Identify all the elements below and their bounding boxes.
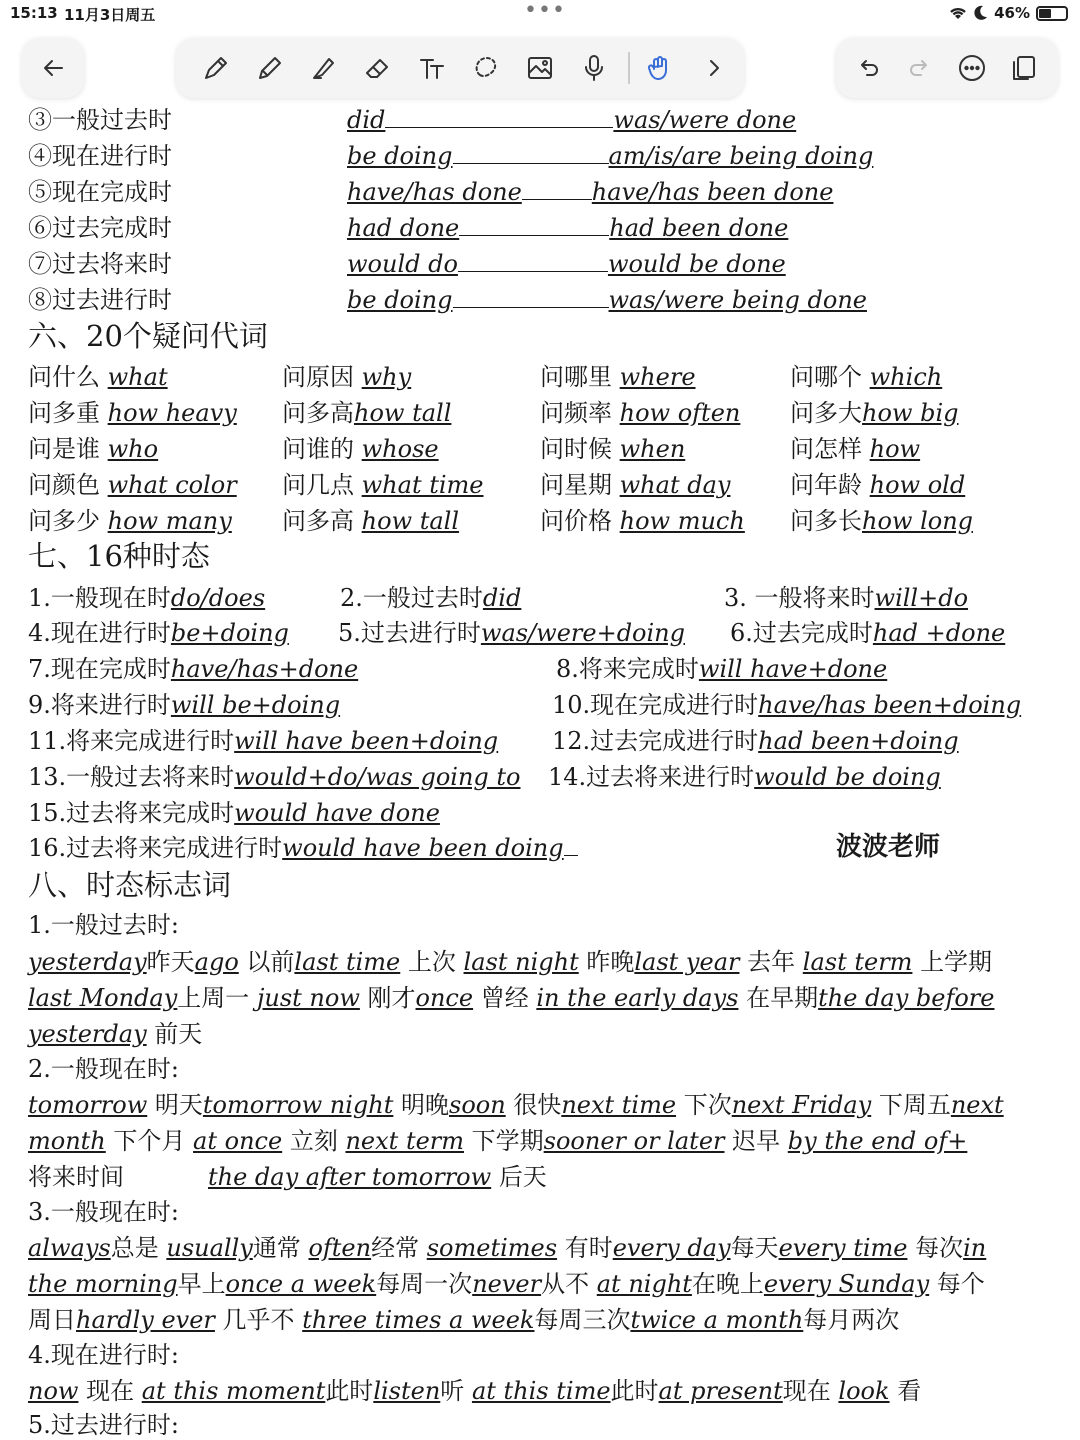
meaning: 每月两次 (803, 1306, 900, 1334)
meaning: 很快 (513, 1091, 562, 1119)
tense-form: will have been+doing (234, 727, 499, 755)
keyword: month (28, 1127, 106, 1155)
meaning: 每次 (915, 1234, 964, 1262)
keyword: at once (193, 1127, 283, 1155)
meaning: 从不 (541, 1270, 590, 1298)
tense-label: ⑥过去完成时 (28, 214, 172, 242)
qword-en: when (619, 435, 686, 463)
subheading: 3.一般现在时: (28, 1198, 179, 1226)
image-icon[interactable] (522, 50, 558, 86)
qword-cn: 问年龄 (790, 471, 862, 499)
tense-form: have/has+done (170, 655, 359, 683)
keyword: last time (294, 948, 401, 976)
keyword: always (28, 1234, 111, 1262)
keyword: never (472, 1270, 542, 1298)
tense-form: do/does (170, 584, 266, 612)
keyword: next term (345, 1127, 465, 1155)
status-date: 11月3日周五 (64, 6, 156, 24)
meaning: 现在 (782, 1377, 831, 1405)
qword-en: how tall (361, 507, 460, 535)
qword-en: whose (361, 435, 439, 463)
meaning: 在早期 (746, 984, 819, 1012)
qword-cn: 问星期 (540, 471, 612, 499)
meaning: 昨晚 (586, 948, 635, 976)
qword-cn: 问多长 (790, 507, 862, 535)
keyword: sooner or later (543, 1127, 725, 1155)
tense-name: 11.将来完成进行时 (28, 727, 235, 755)
note-page[interactable] (0, 100, 1080, 1440)
qword-en: how many (107, 507, 232, 535)
passive-form: was/were done (613, 106, 797, 134)
tense-name: 12.过去完成进行时 (552, 727, 759, 755)
tense-name: 7.现在完成时 (28, 655, 171, 683)
tense-label: ⑦过去将来时 (28, 250, 172, 278)
keyword: yesterday (28, 1020, 147, 1048)
tense-form: will have+done (698, 655, 888, 683)
keyword: next time (561, 1091, 677, 1119)
qword-cn: 问怎样 (790, 435, 862, 463)
qword-cn: 问多高 (282, 399, 354, 427)
tense-form: had +done (872, 619, 1006, 647)
meaning: 在晚上 (691, 1270, 764, 1298)
meaning: 迟早 (732, 1127, 781, 1155)
tense-form: would have been doing (282, 834, 564, 862)
keyword: just now (256, 984, 360, 1012)
qword-cn: 问颜色 (28, 471, 100, 499)
status-time: 15:13 (10, 4, 58, 22)
keyword: tomorrow (28, 1091, 148, 1119)
battery-icon (1036, 6, 1068, 21)
active-form: did (347, 106, 386, 134)
actions-pill (836, 38, 1058, 98)
meaning: 上次 (407, 948, 456, 976)
qword-cn: 问几点 (282, 471, 354, 499)
qword-cn: 问哪里 (540, 363, 612, 391)
meaning: 经常 (371, 1234, 420, 1262)
meaning: 听 (440, 1377, 465, 1405)
meaning: 去年 (747, 948, 796, 976)
meaning: 总是 (110, 1234, 159, 1262)
keyword: yesterday (28, 948, 147, 976)
passive-form: have/has been done (591, 178, 834, 206)
keyword: last term (802, 948, 913, 976)
qword-cn: 问哪个 (790, 363, 862, 391)
tense-label: ⑧过去进行时 (28, 286, 172, 314)
qword-en: how much (619, 507, 745, 535)
qword-cn: 问是谁 (28, 435, 100, 463)
battery-percent: 46% (994, 4, 1030, 22)
meaning: 上周一 (177, 984, 250, 1012)
keyword: next Friday (731, 1091, 872, 1119)
tense-form: did (482, 584, 522, 612)
meaning: 有时 (564, 1234, 613, 1262)
author-watermark: 波波老师 (836, 831, 941, 861)
tense-form: was/were+doing (480, 619, 685, 647)
keyword: by the end of+ (787, 1127, 968, 1155)
passive-form: would be done (607, 250, 786, 278)
keyword: every time (778, 1234, 908, 1262)
tense-label: ④现在进行时 (28, 142, 172, 170)
meaning: 每个 (936, 1270, 985, 1298)
microphone-icon[interactable] (576, 50, 612, 86)
passive-form: was/were being done (608, 286, 867, 314)
meaning: 以前 (246, 948, 295, 976)
meaning: 此时 (610, 1377, 659, 1405)
tense-name: 3. 一般将来时 (724, 584, 875, 612)
qword-en: what (107, 363, 168, 391)
keyword: next (950, 1091, 1004, 1119)
qword-cn: 问什么 (28, 363, 100, 391)
tense-name: 5.过去进行时 (338, 619, 481, 647)
meaning: 每天 (730, 1234, 779, 1262)
keyword: in (963, 1234, 987, 1262)
qword-en: which (869, 363, 943, 391)
keyword: once a week (225, 1270, 377, 1298)
pencil-icon[interactable] (252, 50, 288, 86)
tense-form: will be+doing (170, 691, 341, 719)
tense-form: will+do (874, 584, 969, 612)
qword-en: what day (619, 471, 731, 499)
tense-form: would have done (234, 799, 440, 827)
meaning: 前天 (154, 1020, 203, 1048)
keyword: ago (194, 948, 239, 976)
more-icon[interactable] (954, 50, 990, 86)
subheading: 5.过去进行时: (28, 1411, 179, 1439)
tense-name: 16.过去将来完成进行时 (28, 834, 283, 862)
qword-en: how big (862, 399, 959, 427)
meaning: 通常 (252, 1234, 301, 1262)
section-heading-7: 七、16种时态 (28, 539, 210, 573)
keyword: the day after tomorrow (208, 1163, 492, 1191)
meaning: 刚才 (367, 984, 416, 1012)
meaning: 下次 (683, 1091, 732, 1119)
marker-icon[interactable] (306, 50, 342, 86)
lasso-icon[interactable] (468, 50, 504, 86)
tense-name: 10.现在完成进行时 (552, 691, 759, 719)
tense-name: 1.一般现在时 (28, 584, 171, 612)
tense-name: 14.过去将来进行时 (548, 763, 755, 791)
chevron-right-icon[interactable] (696, 50, 732, 86)
qword-cn: 问价格 (540, 507, 612, 535)
tense-name: 8.将来完成时 (556, 655, 699, 683)
meaning: 下个月 (113, 1127, 186, 1155)
keyword: once (415, 984, 474, 1012)
tense-form: had been+doing (758, 727, 959, 755)
tools-pill (176, 38, 744, 98)
meaning: 看 (897, 1377, 922, 1405)
undo-icon[interactable] (850, 50, 886, 86)
qword-en: how old (869, 471, 966, 499)
tense-label: ⑤现在完成时 (28, 178, 172, 206)
meaning: 此时 (325, 1377, 374, 1405)
qword-en: how (869, 435, 921, 463)
tense-name: 13.一般过去将来时 (28, 763, 235, 791)
meaning: 上学期 (920, 948, 993, 976)
tense-form: have/has been+doing (758, 691, 1022, 719)
qword-en: who (107, 435, 159, 463)
keyword: tomorrow night (202, 1091, 394, 1119)
redo-icon[interactable] (902, 50, 938, 86)
subheading: 4.现在进行时: (28, 1341, 179, 1369)
meaning: 立刻 (289, 1127, 338, 1155)
qword-en: why (361, 363, 412, 391)
keyword: often (308, 1234, 372, 1262)
meaning: 明晚 (401, 1091, 449, 1119)
qword-cn: 问多重 (28, 399, 100, 427)
tense-label: ③一般过去时 (28, 106, 172, 134)
section-heading-8: 八、时态标志词 (28, 868, 232, 902)
keyword: soon (449, 1091, 506, 1119)
keyword: every day (612, 1234, 731, 1262)
keyword: sometimes (426, 1234, 558, 1262)
meaning: 下周五 (878, 1091, 951, 1119)
keyword: every Sunday (763, 1270, 930, 1298)
qword-en: where (619, 363, 696, 391)
active-form: have/has done (347, 178, 522, 206)
qword-cn: 问多高 (282, 507, 354, 535)
meaning: 几乎不 (222, 1306, 295, 1334)
keyword: last Monday (28, 984, 178, 1012)
qword-cn: 问多少 (28, 507, 100, 535)
keyword: at this moment (141, 1377, 326, 1405)
keyword: at night (596, 1270, 692, 1298)
meaning: 周日 (28, 1306, 76, 1334)
keyword: twice a month (630, 1306, 804, 1334)
qword-en: what color (107, 471, 237, 499)
qword-cn: 问频率 (540, 399, 612, 427)
tense-name: 15.过去将来完成时 (28, 799, 235, 827)
qword-cn: 问谁的 (282, 435, 354, 463)
text-icon[interactable] (414, 50, 450, 86)
hand-icon[interactable] (642, 50, 678, 86)
keyword: the day before (818, 984, 995, 1012)
keyword: at this time (471, 1377, 611, 1405)
meaning: 每周三次 (534, 1306, 631, 1334)
tense-form: be+doing (170, 619, 289, 647)
qword-en: how long (862, 507, 974, 535)
keyword: last night (463, 948, 579, 976)
active-form: be doing (347, 286, 453, 314)
keyword: look (838, 1377, 890, 1405)
meaning: 后天 (498, 1163, 547, 1191)
keyword: usually (166, 1234, 253, 1262)
tense-name: 2.一般过去时 (340, 584, 483, 612)
keyword: last year (634, 948, 740, 976)
meaning: 现在 (86, 1377, 135, 1405)
pages-icon[interactable] (1006, 50, 1042, 86)
back-arrow-icon[interactable] (35, 50, 71, 86)
active-form: would do (347, 250, 458, 278)
meaning: 每周一次 (376, 1270, 473, 1298)
tense-form: would be doing (754, 763, 941, 791)
status-bar (0, 0, 1080, 28)
tense-name: 6.过去完成时 (730, 619, 873, 647)
meaning: 明天 (154, 1091, 203, 1119)
keyword: three times a week (302, 1306, 535, 1334)
wifi-icon (948, 5, 968, 21)
subheading: 2.一般现在时: (28, 1055, 179, 1083)
qword-cn: 问时候 (540, 435, 612, 463)
qword-en: how heavy (107, 399, 237, 427)
keyword: now (28, 1377, 79, 1405)
qword-cn: 问多大 (790, 399, 862, 427)
tense-name: 9.将来进行时 (28, 691, 171, 719)
meaning: 曾经 (480, 984, 529, 1012)
keyword: at present (658, 1377, 783, 1405)
active-form: be doing (347, 142, 453, 170)
meaning: 昨天 (146, 948, 195, 976)
meaning: 早上 (177, 1270, 226, 1298)
eraser-icon[interactable] (360, 50, 396, 86)
tense-name: 4.现在进行时 (28, 619, 171, 647)
meaning: 将来时间 (28, 1163, 124, 1191)
qword-cn: 问原因 (282, 363, 354, 391)
keyword: hardly ever (76, 1306, 215, 1334)
keyword: the morning (28, 1270, 178, 1298)
section-heading-6: 六、20个疑问代词 (28, 319, 268, 353)
keyword: in the early days (536, 984, 739, 1012)
toolbar (0, 30, 1080, 106)
qword-en: how tall (354, 399, 452, 427)
back-pill (22, 38, 84, 98)
multitask-dots-icon[interactable]: ••• (524, 0, 566, 23)
keyword: listen (373, 1377, 441, 1405)
active-form: had done (347, 214, 460, 242)
moon-icon (974, 5, 988, 21)
passive-form: am/is/are being doing (608, 142, 874, 170)
qword-en: what time (361, 471, 484, 499)
pen-icon[interactable] (198, 50, 234, 86)
qword-en: how often (619, 399, 741, 427)
tense-form: would+do/was going to (234, 763, 521, 791)
meaning: 下学期 (471, 1127, 544, 1155)
subheading: 1.一般过去时: (28, 911, 179, 939)
passive-form: had been done (609, 214, 789, 242)
